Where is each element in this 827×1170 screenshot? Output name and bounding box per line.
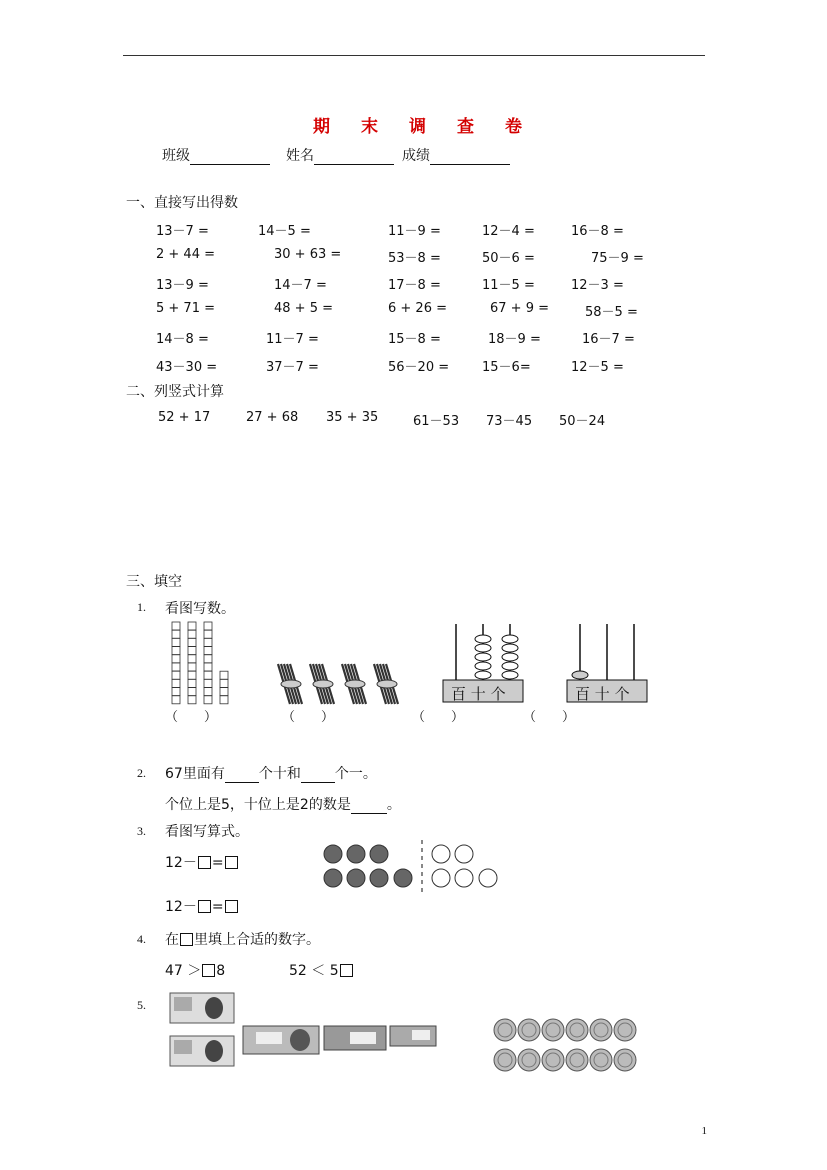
equation-item: 6 + 26 = — [388, 301, 447, 316]
answer-box[interactable] — [198, 856, 211, 869]
equation-item: 14－5 = — [258, 224, 311, 239]
answer-paren-4[interactable]: （ ） — [523, 710, 576, 725]
equation-item: 75－9 = — [591, 251, 644, 266]
equation-item: 58－5 = — [585, 305, 638, 320]
vertical-calc-1: 52 + 17 — [158, 410, 211, 425]
answer-box[interactable] — [340, 964, 353, 977]
q2-blank-ones[interactable] — [301, 768, 335, 783]
equation-item: 16－8 = — [571, 224, 624, 239]
q2-number: 2. — [137, 766, 146, 780]
stick-bundles-figure — [278, 664, 398, 704]
equation-item: 17－8 = — [388, 278, 441, 293]
q3-expr-1: 12－ = — [165, 852, 239, 872]
equation-item: 15－6= — [482, 360, 531, 375]
section3-heading: 三、填空 — [126, 574, 182, 590]
page-number: 1 — [701, 1125, 707, 1137]
vertical-calc-4: 61－53 — [413, 414, 460, 429]
equation-item: 11－5 = — [482, 278, 535, 293]
q5-money-figure — [168, 990, 648, 1075]
equation-item: 48 + 5 = — [274, 301, 333, 316]
q4-number: 4. — [137, 932, 146, 946]
equation-item: 2 + 44 = — [156, 247, 215, 262]
equation-item: 11－9 = — [388, 224, 441, 239]
q3-text: 看图写算式。 — [165, 824, 249, 840]
equation-item: 50－6 = — [482, 251, 535, 266]
q2-blank-tens[interactable] — [225, 768, 259, 783]
q3-circles-figure — [318, 838, 508, 894]
vertical-calc-5: 73－45 — [486, 414, 533, 429]
equation-item: 43－30 = — [156, 360, 218, 375]
vertical-calc-3: 35 + 35 — [326, 410, 379, 425]
box-icon — [180, 933, 193, 946]
equation-item: 12－4 = — [482, 224, 535, 239]
equation-item: 14－7 = — [274, 278, 327, 293]
equation-item: 13－7 = — [156, 224, 209, 239]
answer-paren-3[interactable]: （ ） — [412, 710, 465, 725]
coins — [494, 1019, 636, 1071]
equation-item: 5 + 71 = — [156, 301, 215, 316]
answer-box[interactable] — [198, 900, 211, 913]
q3-number: 3. — [137, 824, 146, 838]
section1-heading: 一、直接写出得数 — [126, 195, 238, 211]
name-field[interactable]: 姓名 — [286, 145, 394, 165]
equation-item: 13－9 = — [156, 278, 209, 293]
score-field[interactable]: 成绩 — [402, 145, 510, 165]
q2-line1: 67里面有 个十和 个一。 — [165, 766, 377, 782]
q5-number: 5. — [137, 998, 146, 1012]
answer-box[interactable] — [225, 856, 238, 869]
equation-item: 15－8 = — [388, 332, 441, 347]
equation-item: 14－8 = — [156, 332, 209, 347]
q3-expr-2: 12－ = — [165, 896, 239, 916]
section2-heading: 二、列竖式计算 — [126, 384, 224, 400]
equation-item: 56－20 = — [388, 360, 450, 375]
equation-item: 30 + 63 = — [274, 247, 342, 262]
equation-item: 18－9 = — [488, 332, 541, 347]
q1-text: 看图写数。 — [165, 601, 235, 617]
page-title: 期 末 调 查 卷 — [313, 117, 522, 137]
vertical-calc-2: 27 + 68 — [246, 410, 299, 425]
q4-expr-2: 52 ＜ 5 — [289, 960, 354, 980]
note-3 — [243, 1026, 319, 1054]
abacus-2-labels: 百 十 个 — [575, 685, 630, 703]
q2-blank-number[interactable] — [351, 799, 387, 814]
header-rule — [123, 55, 705, 56]
ten-yuan-note-2 — [170, 1036, 234, 1066]
abacus-1-labels: 百 十 个 — [451, 685, 506, 703]
unit-blocks-figure — [172, 622, 228, 704]
equation-item: 12－5 = — [571, 360, 624, 375]
q4-text: 在 里填上合适的数字。 — [165, 932, 320, 948]
q4-expr-1: 47 ＞ 8 — [165, 963, 226, 979]
q1-number: 1. — [137, 600, 146, 614]
equation-item: 67 + 9 = — [490, 301, 549, 316]
note-5 — [390, 1026, 436, 1046]
equation-item: 53－8 = — [388, 251, 441, 266]
answer-paren-2[interactable]: （ ） — [282, 710, 335, 725]
answer-paren-1[interactable]: （ ） — [165, 710, 218, 725]
class-field[interactable]: 班级 — [162, 145, 270, 165]
equation-item: 12－3 = — [571, 278, 624, 293]
answer-box[interactable] — [225, 900, 238, 913]
answer-box[interactable] — [202, 964, 215, 977]
equation-item: 16－7 = — [582, 332, 635, 347]
equation-item: 37－7 = — [266, 360, 319, 375]
q2-line2: 个位上是5，十位上是2的数是 。 — [165, 797, 401, 813]
ten-yuan-note-1 — [170, 993, 234, 1023]
equation-item: 11－7 = — [266, 332, 319, 347]
vertical-calc-6: 50－24 — [559, 414, 606, 429]
note-4 — [324, 1026, 386, 1050]
